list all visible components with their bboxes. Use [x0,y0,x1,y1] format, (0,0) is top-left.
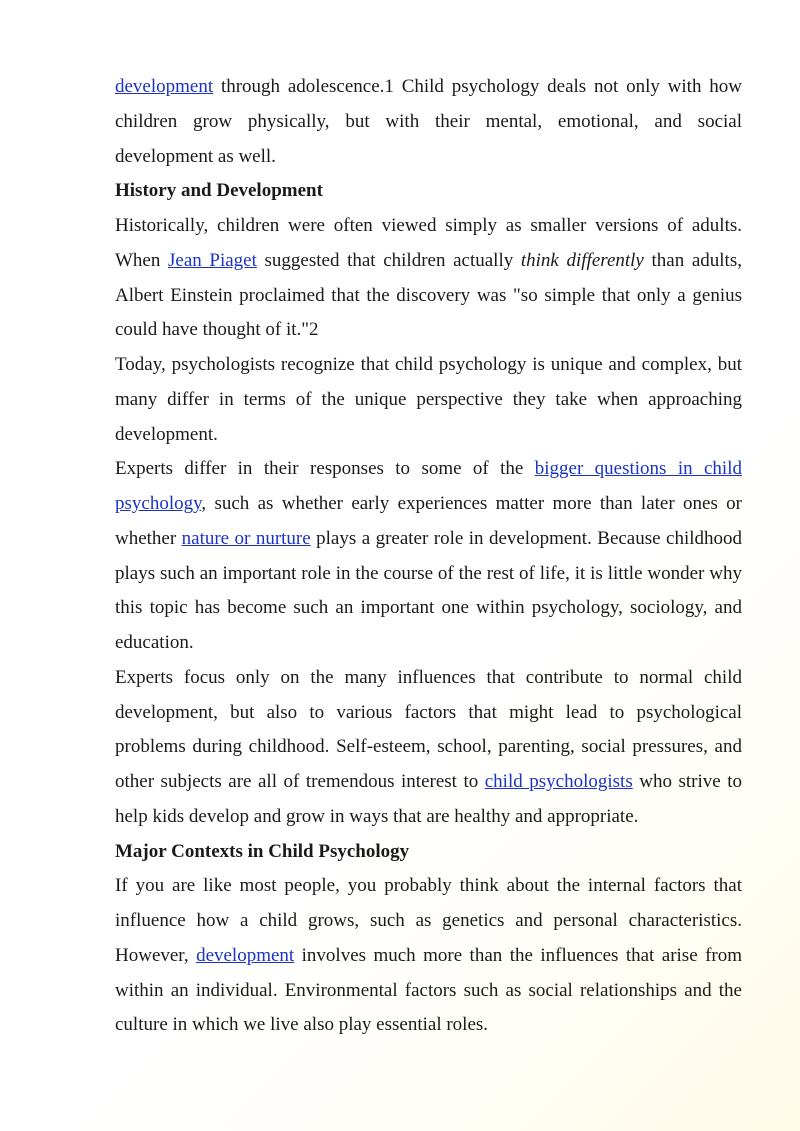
link-jean-piaget[interactable]: Jean Piaget [168,249,257,271]
paragraph-text: , such as whether early experiences matter more than later ones or whether [115,493,742,549]
paragraph-text: Experts focus only on the many influences that contribute to normal child development, but also to various factors that might lead to psychological problems during childhood. Self-esteem, school, parenting, social pressures, and other subjects are all of tremendous interest to [115,666,742,792]
paragraph-text: who strive to help kids develop and grow in ways that are healthy and appropriate. [115,771,742,827]
paragraph-experts-focus [115,661,742,835]
link-nature-or-nurture[interactable]: nature or nurture [181,527,311,549]
paragraph-today [115,348,742,452]
link-development-2[interactable]: development [196,944,295,966]
paragraph-text: Today, psychologists recognize that child psychology is unique and complex, but many differ in terms of the unique perspective they take when approaching development. [115,354,742,445]
document-body [115,70,742,1043]
paragraph-text: involves much more than the influences that arise from within an individual. Environmental factors such as social relationships and the culture in which we live also play essential roles. [115,944,742,1036]
paragraph-contexts [115,869,742,1043]
section-heading-major-contexts: Major Contexts in Child Psychology [115,840,410,862]
paragraph-text: through adolescence.1 Child psychology deals not only with how children grow physically, but with their mental, emotional, and social development as well. [115,76,742,167]
paragraph-text: Historically, children were often viewed simply as smaller versions of adults. When [115,215,742,271]
emphasis-text: think differently [520,249,644,271]
paragraph-text: plays a greater role in development. Because childhood plays such an important role in the course of the rest of life, it is little wonder why this topic has become such an important one within psychology, sociology, and education. [115,527,743,653]
paragraph-text: suggested that children actually [256,249,521,271]
paragraph-text: If you are like most people, you probably think about the internal factors that influence how a child grows, such as genetics and personal characteristics. However, [115,875,742,966]
link-development[interactable]: development [115,76,214,97]
paragraph-experts-differ [115,452,742,661]
link-child-psychologists[interactable]: child psychologists [484,771,633,792]
paragraph-text: than adults, Albert Einstein proclaimed that the discovery was "so simple that only a genius could have thought of it."2 [115,249,742,341]
section-heading-history: History and Development [115,180,323,202]
link-bigger-questions[interactable]: bigger questions in child psychology [115,458,742,514]
paragraph-text: Experts differ in their responses to some of the [115,458,535,480]
paragraph-intro-continued [115,70,742,174]
paragraph-history [115,209,742,348]
